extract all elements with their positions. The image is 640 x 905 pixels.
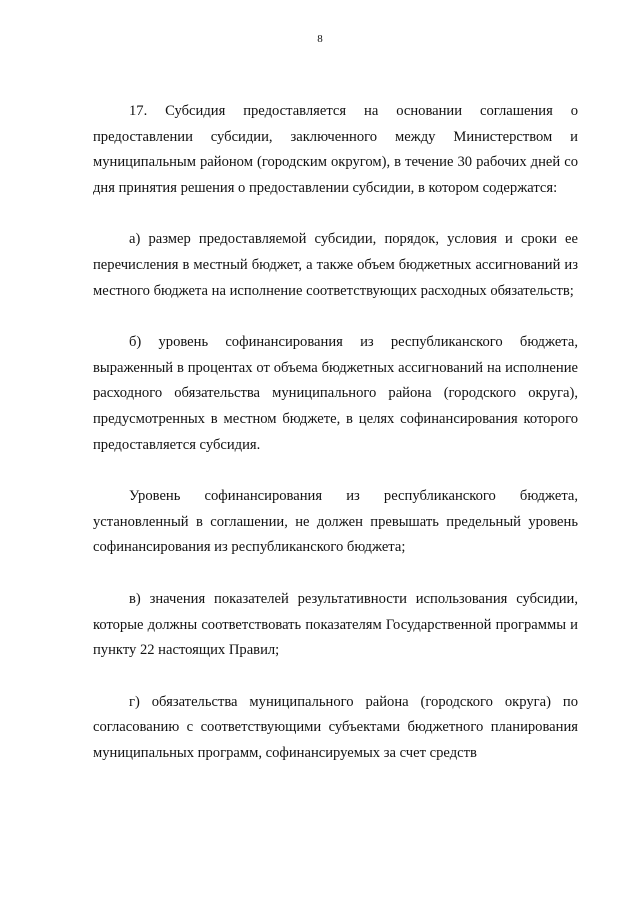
paragraph-cofinancing-limit: Уровень софинансирования из республиканского бюджета, установленный в соглашении, не должен превышать предельный уровень софинансирования из республиканского бюджета; <box>93 488 578 556</box>
paragraph-item-a: а) размер предоставляемой субсидии, порядок, условия и сроки ее перечисления в местный бюджет, а также объем бюджетных ассигнований из местного бюджета на исполнение соответствующих расходных обязательств; <box>93 231 578 299</box>
paragraph-item-b: б) уровень софинансирования из республиканского бюджета, выраженный в процентах от объема бюджетных ассигнований на исполнение расходного обязательства муниципального района (городского округа), предусмотренных в местном бюджете, в целях софинансирования которого предоставляется субсидия. <box>93 334 578 453</box>
paragraph-item-v: в) значения показателей результативности использования субсидии, которые должны соответствовать показателям Государственной программы и пункту 22 настоящих Правил; <box>93 590 578 659</box>
page-number: 8 <box>317 33 323 45</box>
document-body <box>93 99 578 792</box>
paragraph-17-intro: 17. Субсидия предоставляется на основании соглашения о предоставлении субсидии, заключенного между Министерством и муниципальным районом (городским округом), в течение 30 рабочих дней со дня принятия решения о предоставлении субсидии, в котором содержатся: <box>93 103 578 196</box>
paragraph-item-g: г) обязательства муниципального района (городского округа) по согласованию с соответствующими субъектами бюджетного планирования муниципальных программ, софинансируемых за счет средств <box>93 693 578 761</box>
